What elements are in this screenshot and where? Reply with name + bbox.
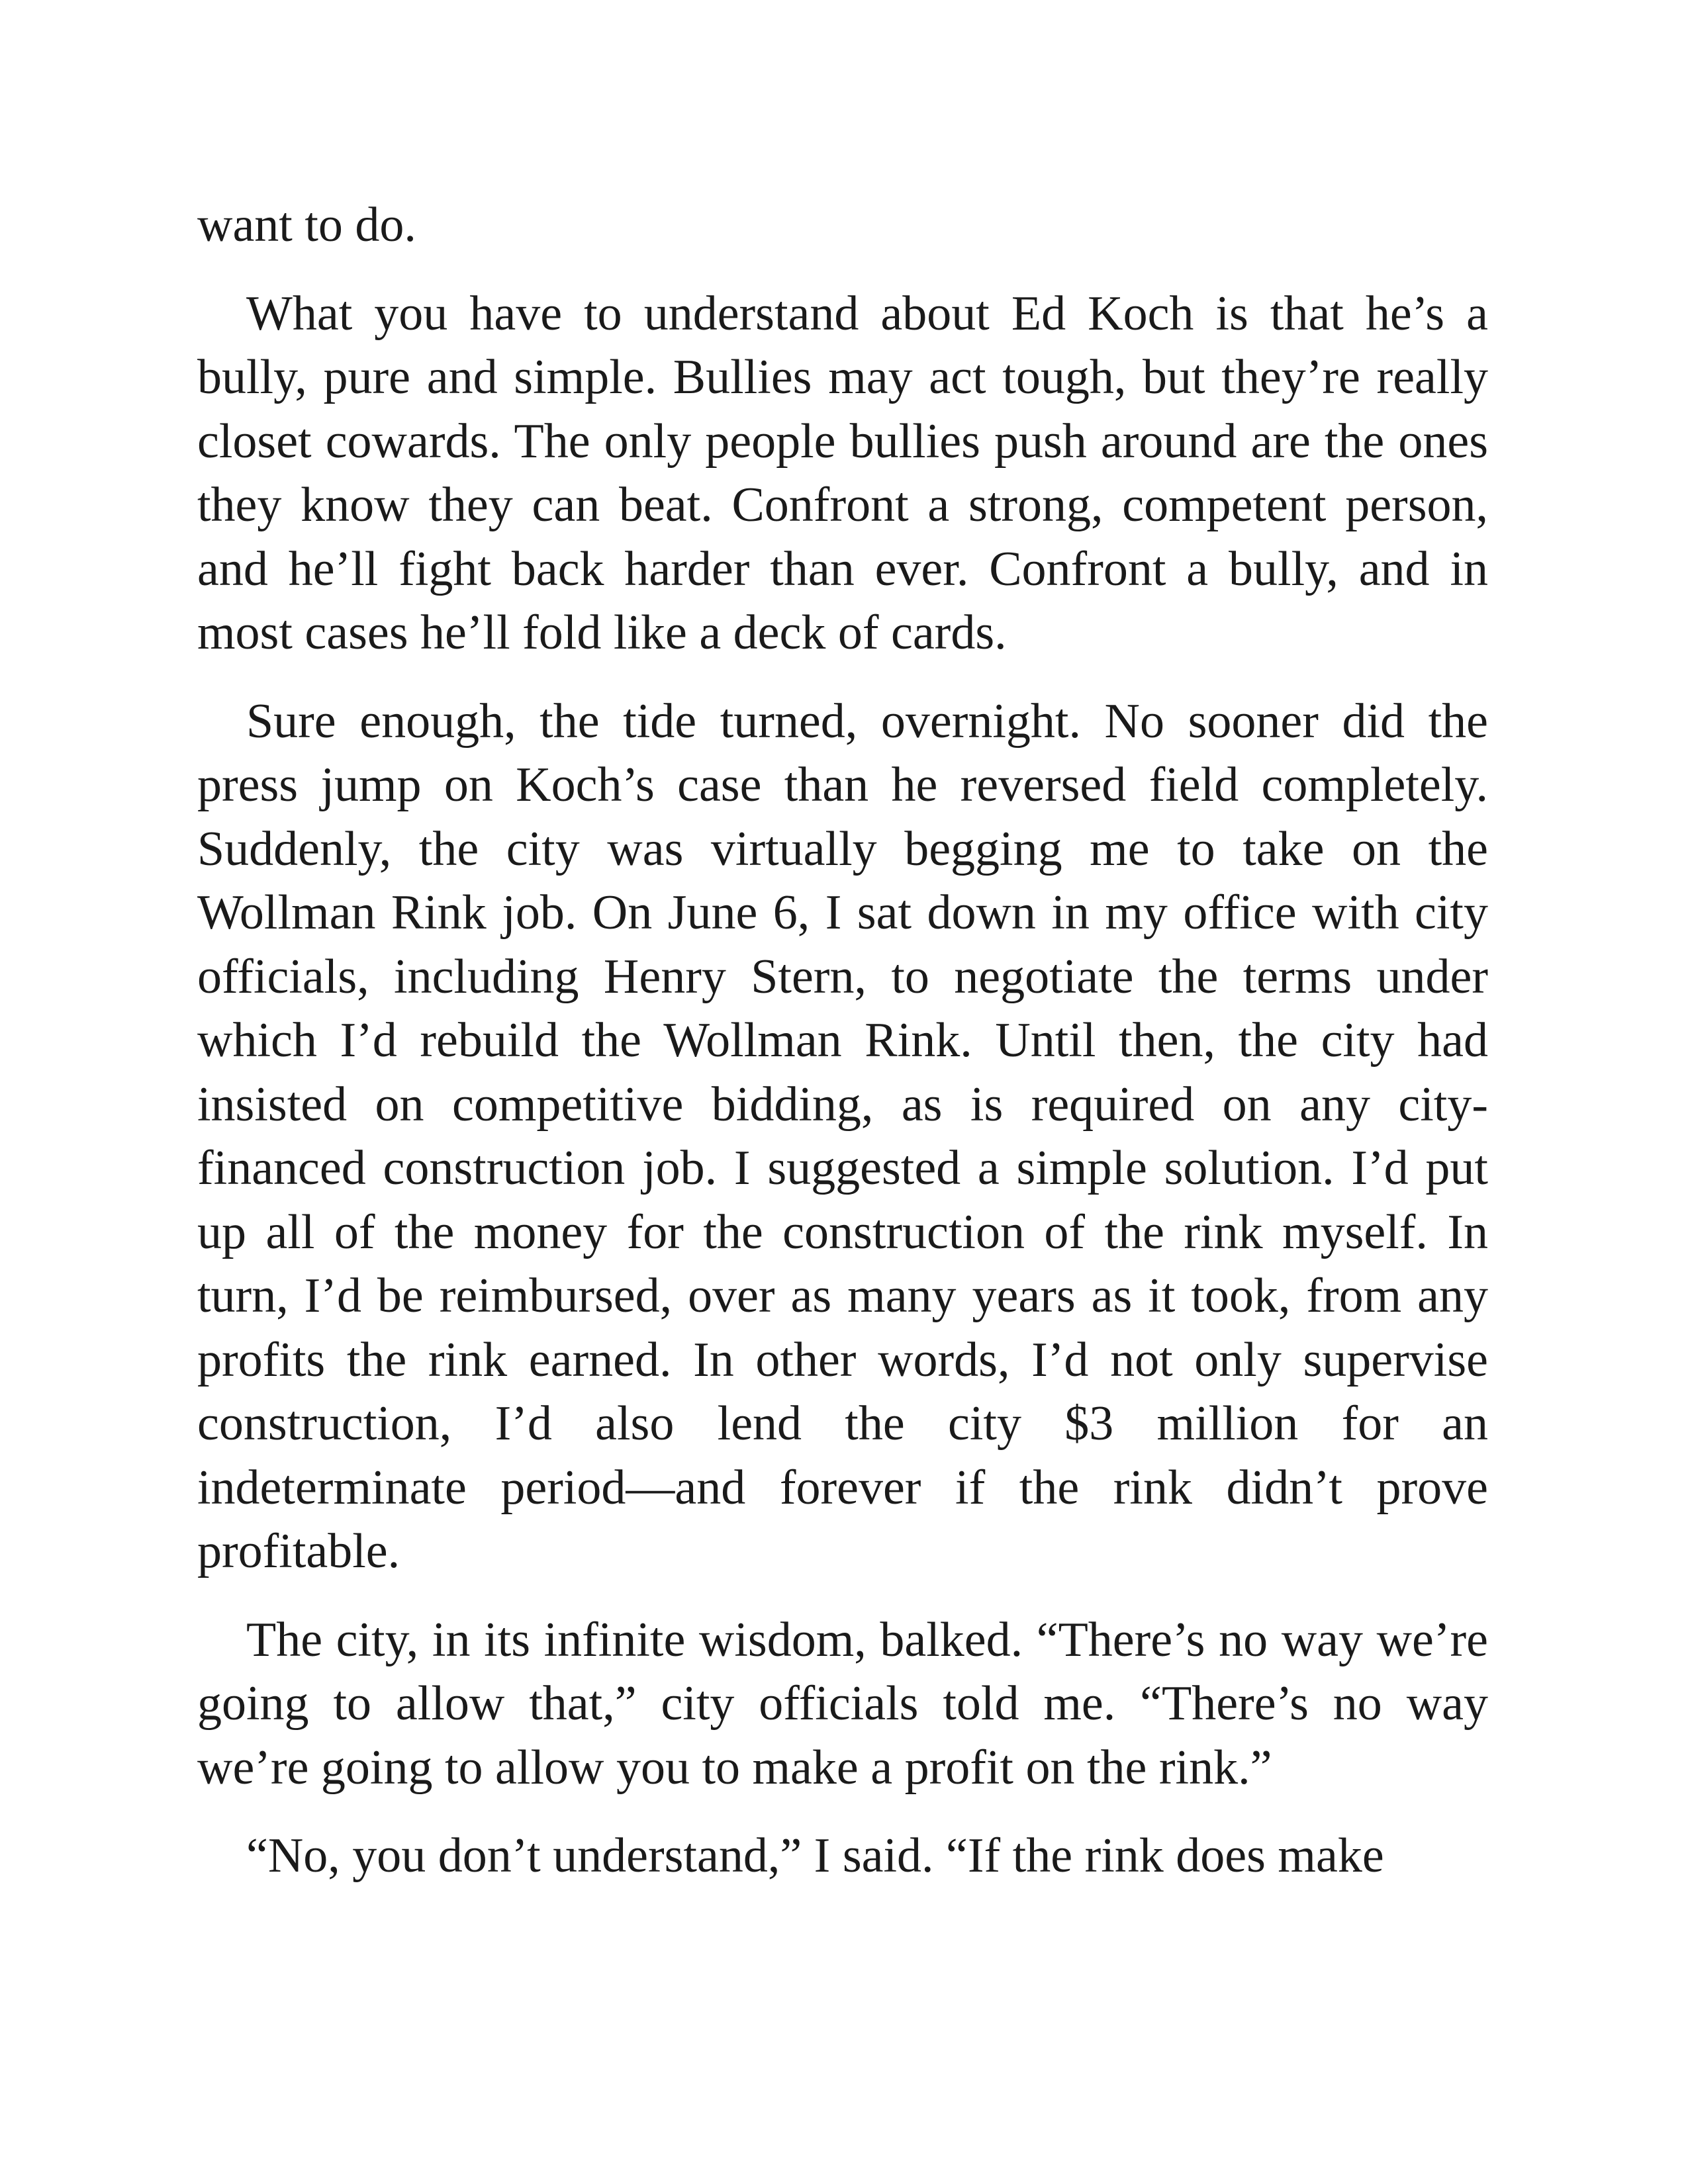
paragraph-continued: want to do.	[197, 198, 416, 252]
book-page-body	[197, 193, 1488, 1913]
paragraph-no-you-dont-understand: “No, you don’t understand,” I said. “If the rink does make	[246, 1829, 1384, 1883]
paragraph-city-balked: The city, in its infinite wisdom, balked. “There’s no way we’re going to allow that,” city officials told me. “There’s no way we’re going to allow you to make a profit on the rink.”	[197, 1612, 1488, 1795]
paragraph-koch-bully: What you have to understand about Ed Koch is that he’s a bully, pure and simple. Bullies may act tough, but they’re really closet cowards. The only people bullies push around are the ones they know they can beat. Confront a strong, competent person, and he’ll fight back harder than ever. Confront a bully, and in most cases he’ll fold like a deck of cards.	[197, 286, 1488, 660]
paragraph-tide-turned: Sure enough, the tide turned, overnight. No sooner did the press jump on Koch’s case than he reversed field completely. Suddenly, the city was virtually begging me to take on the Wollman Rink job. On June 6, I sat down in my office with city officials, including Henry Stern, to negotiate the terms under which I’d rebuild the Wollman Rink. Until then, the city had insisted on competitive bidding, as is required on any city-financed construction job. I suggested a simple solution. I’d put up all of the money for the construction of the rink myself. In turn, I’d be reimbursed, over as many years as it took, from any profits the rink earned. In other words, I’d not only supervise construction, I’d also lend the city $3 million for an indeterminate period—and forever if the rink didn’t prove profitable.	[197, 694, 1488, 1578]
